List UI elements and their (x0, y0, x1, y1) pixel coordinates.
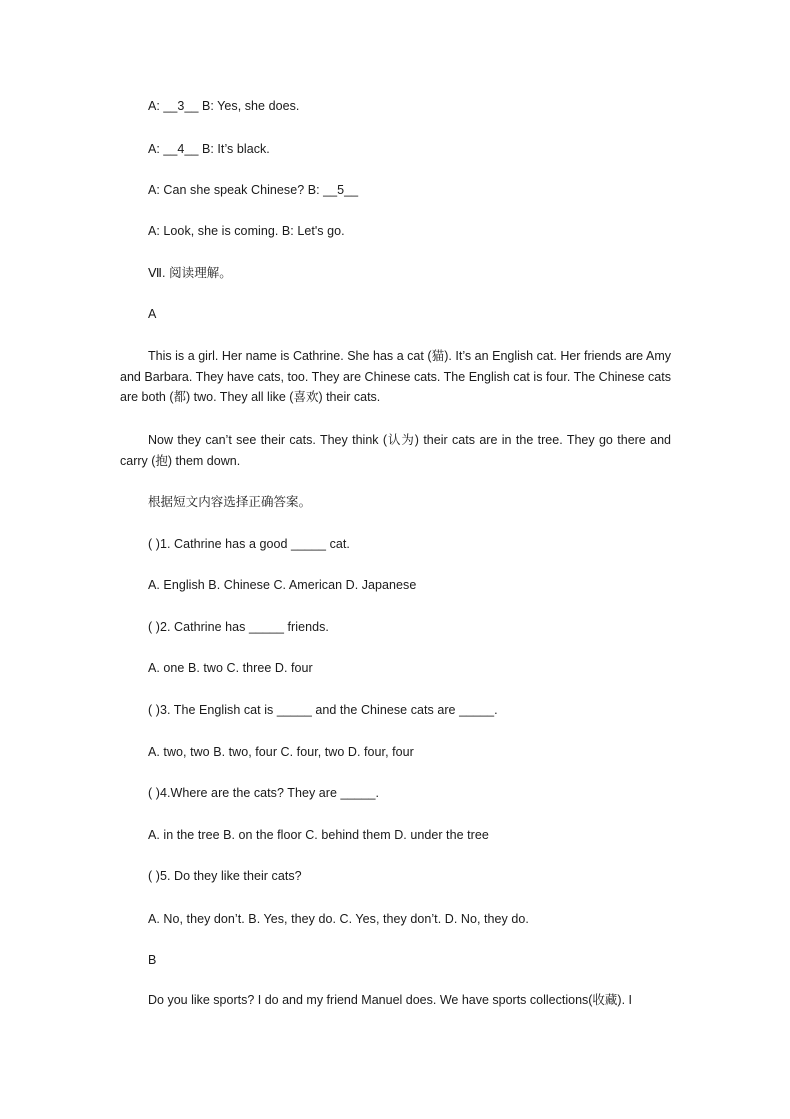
question-2-options: A. one B. two C. three D. four (148, 661, 313, 675)
question-3: ( )3. The English cat is _____ and the Chinese cats are _____. (148, 703, 498, 717)
question-2: ( )2. Cathrine has _____ friends. (148, 620, 329, 634)
question-3-options: A. two, two B. two, four C. four, two D. four, four (148, 745, 414, 759)
dialogue-line-4: A: __4__ B: It’s black. (148, 142, 270, 156)
question-5-options: A. No, they don’t. B. Yes, they do. C. Yes, they don’t. D. No, they do. (148, 912, 529, 926)
passage-a-label: A (148, 307, 157, 321)
section-title: Ⅶ. 阅读理解。 (148, 266, 232, 280)
passage-a-paragraph-1: This is a girl. Her name is Cathrine. She has a cat (猫). It’s an English cat. Her friends are Amy and Barbara. They have cats, too. They are Chinese cats. The English cat is four. The Chinese cats are both (都) two. They all like (喜欢) their cats. (120, 349, 671, 404)
question-1-options: A. English B. Chinese C. American D. Japanese (148, 578, 417, 592)
passage-a-paragraph-2: Now they can’t see their cats. They think (认为) their cats are in the tree. They go there and carry (抱) them down. (120, 433, 671, 468)
question-5: ( )5. Do they like their cats? (148, 869, 302, 883)
question-4-options: A. in the tree B. on the floor C. behind them D. under the tree (148, 828, 489, 842)
question-4: ( )4.Where are the cats? They are _____. (148, 786, 380, 800)
dialogue-line-6: A: Look, she is coming. B: Let's go. (148, 224, 345, 238)
instruction: 根据短文内容选择正确答案。 (148, 495, 312, 509)
passage-b-label: B (148, 953, 157, 967)
dialogue-line-5: A: Can she speak Chinese? B: __5__ (148, 183, 359, 197)
question-1: ( )1. Cathrine has a good _____ cat. (148, 537, 350, 551)
passage-b-paragraph: Do you like sports? I do and my friend Manuel does. We have sports collections(收藏). I (148, 993, 633, 1007)
dialogue-line-3: A: __3__ B: Yes, she does. (148, 99, 300, 113)
